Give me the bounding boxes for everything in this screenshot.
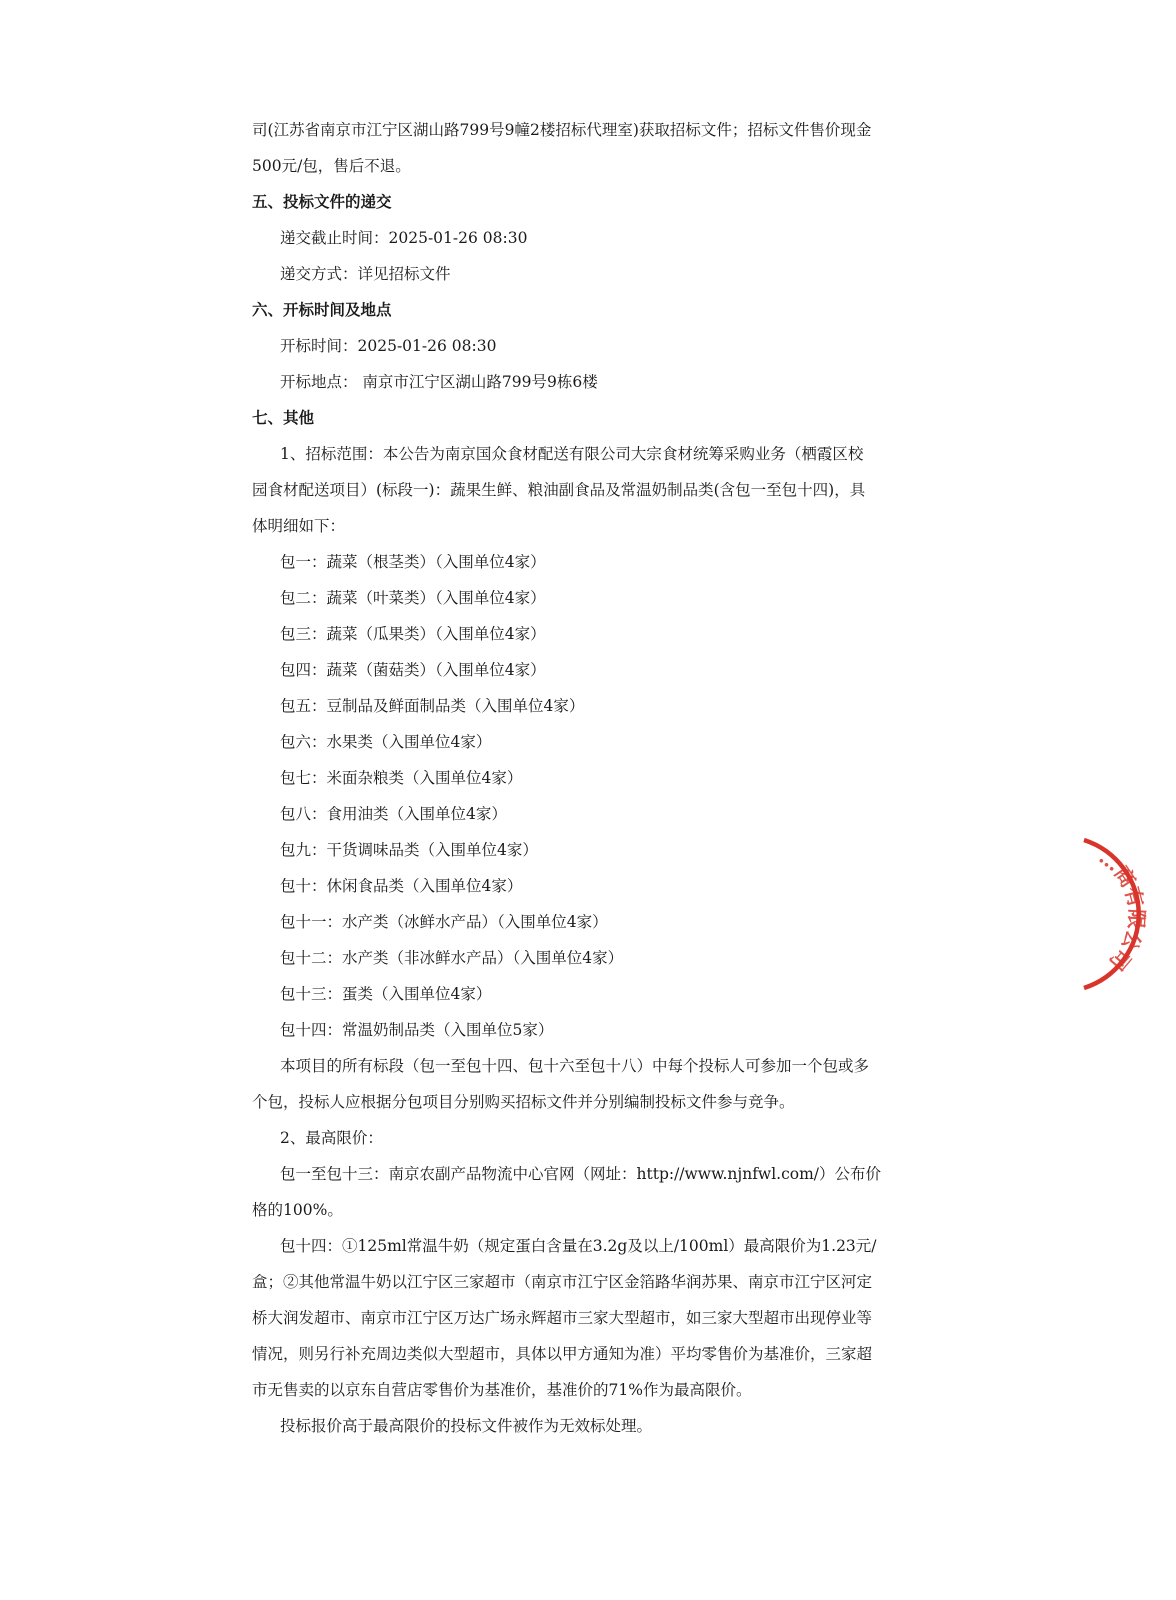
text-line: 1、招标范围：本公告为南京国众食材配送有限公司大宗食材统筹采购业务（栖霞区校 bbox=[280, 445, 864, 463]
section-heading: 六、开标时间及地点 bbox=[252, 301, 392, 319]
svg-text:…商有限公司 bbox=[1095, 845, 1149, 975]
text-line: 开标时间：2025-01-26 08:30 bbox=[280, 337, 497, 355]
text-line: 个包，投标人应根据分包项目分别购买招标文件并分别编制投标文件参与竞争。 bbox=[252, 1093, 795, 1111]
text-line: 情况，则另行补充周边类似大型超市，具体以甲方通知为准）平均零售价为基准价，三家超 bbox=[252, 1345, 873, 1363]
text-line: 2、最高限价： bbox=[280, 1129, 383, 1147]
company-seal-stamp bbox=[1084, 836, 1176, 992]
text-line: 园食材配送项目）(标段一)：蔬果生鲜、粮油副食品及常温奶制品类(含包一至包十四)，具 bbox=[252, 481, 866, 499]
text-line: 包四：蔬菜（菌菇类）（入围单位4家） bbox=[280, 661, 546, 679]
text-line: 包六：水果类（入围单位4家） bbox=[280, 733, 492, 751]
document-body bbox=[252, 112, 892, 1444]
section-heading: 五、投标文件的递交 bbox=[252, 193, 392, 211]
text-line: 包十三：蛋类（入围单位4家） bbox=[280, 985, 492, 1003]
text-line: 开标地点： 南京市江宁区湖山路799号9栋6楼 bbox=[280, 373, 598, 391]
text-line: 体明细如下： bbox=[252, 517, 346, 535]
text-line: 投标报价高于最高限价的投标文件被作为无效标处理。 bbox=[280, 1417, 653, 1435]
text-line: 包一至包十三：南京农副产品物流中心官网（网址：http://www.njnfwl.com/）公布价 bbox=[280, 1165, 882, 1183]
text-line: 包七：米面杂粮类（入围单位4家） bbox=[280, 769, 523, 787]
text-line: 桥大润发超市、南京市江宁区万达广场永辉超市三家大型超市，如三家大型超市出现停业等 bbox=[252, 1309, 873, 1327]
text-line: 包九：干货调味品类（入围单位4家） bbox=[280, 841, 538, 859]
text-line: 包十四：常温奶制品类（入围单位5家） bbox=[280, 1021, 554, 1039]
text-line: 包八：食用油类（入围单位4家） bbox=[280, 805, 507, 823]
seal-text: …商有限公司 bbox=[1094, 844, 1150, 976]
text-line: 包一：蔬菜（根茎类）（入围单位4家） bbox=[280, 553, 546, 571]
section-heading: 七、其他 bbox=[252, 409, 315, 427]
text-line: 包二：蔬菜（叶菜类）（入围单位4家） bbox=[280, 589, 546, 607]
text-line: 盒；②其他常温牛奶以江宁区三家超市（南京市江宁区金箔路华润苏果、南京市江宁区河定 bbox=[252, 1273, 873, 1291]
text-line: 市无售卖的以京东自营店零售价为基准价，基准价的71%作为最高限价。 bbox=[252, 1381, 752, 1399]
text-line: 递交方式：详见招标文件 bbox=[280, 265, 451, 283]
text-line: 格的100%。 bbox=[252, 1201, 343, 1219]
text-line: 包十二：水产类（非冰鲜水产品）（入围单位4家） bbox=[280, 949, 624, 967]
text-line: 本项目的所有标段（包一至包十四、包十六至包十八）中每个投标人可参加一个包或多 bbox=[280, 1057, 870, 1075]
text-line: 包五：豆制品及鲜面制品类（入围单位4家） bbox=[280, 697, 585, 715]
text-line: 递交截止时间：2025-01-26 08:30 bbox=[280, 229, 528, 247]
text-line: 500元/包，售后不退。 bbox=[252, 157, 411, 175]
text-line: 包十：休闲食品类（入围单位4家） bbox=[280, 877, 523, 895]
text-line: 包十四：①125ml常温牛奶（规定蛋白含量在3.2g及以上/100ml）最高限价为1.23元/ bbox=[280, 1237, 877, 1255]
text-line: 司(江苏省南京市江宁区湖山路799号9幢2楼招标代理室)获取招标文件；招标文件售价现金 bbox=[252, 121, 872, 139]
text-line: 包三：蔬菜（瓜果类）（入围单位4家） bbox=[280, 625, 546, 643]
text-line: 包十一：水产类（冰鲜水产品）（入围单位4家） bbox=[280, 913, 608, 931]
